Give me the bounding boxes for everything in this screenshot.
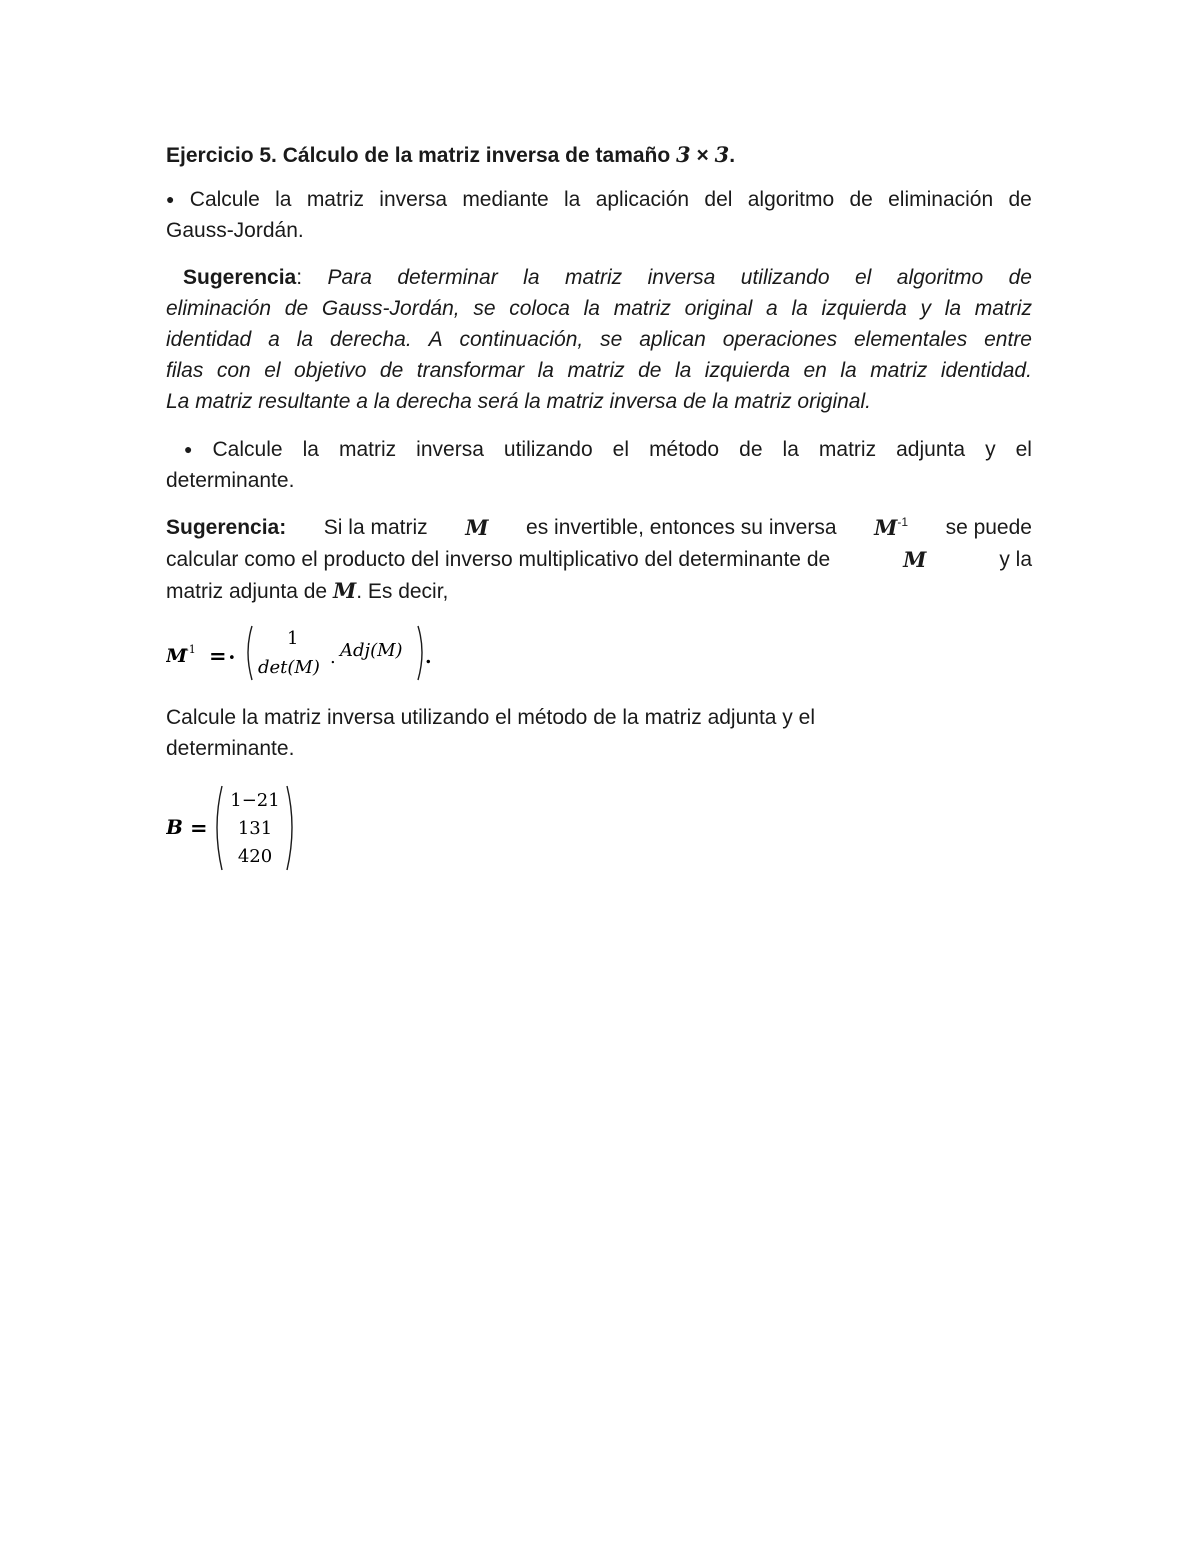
- hint1-line3-word: identidad: [166, 328, 252, 351]
- formula-equals: =: [209, 643, 227, 668]
- hint1-line3-word: la: [296, 328, 314, 351]
- hint1-line1-word: determinar: [397, 266, 498, 289]
- item2-line1-word: método: [649, 438, 720, 461]
- hint1-line2-word: Gauss-Jordán,: [321, 297, 460, 320]
- hint2-Minv-base: M: [874, 515, 898, 540]
- bullet-item-adjoint-method: [166, 434, 1032, 496]
- item1-line2: Gauss-Jordán.: [166, 219, 304, 242]
- paragraph-line2: determinante.: [166, 737, 295, 760]
- item1-line1-word: algoritmo: [747, 188, 835, 211]
- title-period: .: [729, 144, 736, 167]
- hint1-line5: La matriz resultante a la derecha será la matriz inversa de la matriz original.: [166, 390, 871, 413]
- hint-gauss-jordan: [166, 262, 1032, 417]
- bullet-icon: ●: [166, 191, 175, 207]
- hint1-colon: :: [296, 266, 303, 289]
- matrix-row-1: 1−21: [230, 790, 280, 811]
- hint2-M3: M: [332, 578, 357, 603]
- hint1-line3-word: a: [268, 328, 280, 351]
- hint1-line2-word: matriz: [974, 297, 1032, 320]
- hint1-line2-word: original: [684, 297, 753, 320]
- hint2-l1a: Si la matriz: [323, 516, 428, 539]
- bullet-icon: ●: [184, 441, 193, 457]
- hint1-line2-word: la: [944, 297, 962, 320]
- item1-line1-word: aplicación: [595, 188, 690, 211]
- item2-line1-word: matriz: [818, 438, 877, 461]
- item2-line1-word: de: [739, 438, 763, 461]
- hint1-line4-word: matriz: [567, 359, 625, 382]
- hint1-line1-word: matriz: [564, 266, 623, 289]
- paragraph-line1: Calcule la matriz inversa utilizando el método de la matriz adjunta y el: [166, 706, 815, 729]
- item1-line1: [166, 184, 1032, 215]
- matrix-right-paren: [287, 786, 292, 870]
- hint2-line2: [166, 544, 1032, 575]
- title-size-n2: 3: [714, 142, 730, 167]
- item1-line1-word: la: [275, 188, 292, 211]
- item1-line1-word: del: [704, 188, 733, 211]
- hint1-line4-word: de: [379, 359, 404, 382]
- hint1-line1-word: inversa: [647, 266, 716, 289]
- hint1-line4-word: con: [216, 359, 251, 382]
- item2-line1-word: adjunta: [896, 438, 966, 461]
- hint1-line4-word: la: [537, 359, 554, 382]
- item2-line1-word: el: [612, 438, 630, 461]
- item2-line1-word: y: [985, 438, 996, 461]
- title-times: ×: [690, 144, 715, 167]
- hint1-line4-word: izquierda: [704, 359, 791, 382]
- hint1-line1: [166, 262, 1032, 293]
- hint1-line1-word: utilizando: [740, 266, 830, 289]
- hint1-line2-word: coloca: [509, 297, 570, 320]
- hint2-M2: M: [903, 547, 927, 572]
- hint1-label-wrap: [166, 262, 302, 293]
- formula-end: .: [425, 646, 432, 668]
- hint1-line2-word: de: [284, 297, 309, 320]
- hint1-line4-word: identidad.: [940, 359, 1032, 382]
- item1-line1-word: de: [849, 188, 873, 211]
- instruction-paragraph: [166, 702, 1032, 764]
- hint2-l2b: y la: [999, 548, 1032, 571]
- hint1-line3-word: elementales: [854, 328, 968, 351]
- formula-left-paren: [248, 626, 252, 680]
- hint2-l3a: matriz adjunta de: [166, 580, 328, 603]
- item1-line1-word: Calcule: [189, 188, 260, 211]
- hint1-line3-wrap: [166, 324, 1032, 355]
- formula-right-paren: [418, 626, 422, 680]
- matrix-b: [166, 782, 366, 872]
- item2-line1-word: Calcule: [212, 438, 283, 461]
- hint1-line3-word: A: [428, 328, 443, 351]
- hint1-line2-word: se: [473, 297, 496, 320]
- formula-mult: .: [330, 647, 336, 668]
- hint1-line4-wrap: [166, 355, 1032, 386]
- hint1-line2-word: la: [791, 297, 808, 320]
- hint1-line3-word: se: [600, 328, 623, 351]
- item1-line1-word: de: [1008, 188, 1032, 211]
- hint1-line4-word: filas: [166, 359, 204, 382]
- item2-line1-word: la: [302, 438, 319, 461]
- item1-line1-word: inversa: [379, 188, 447, 211]
- hint1-line2-word: matriz: [613, 297, 671, 320]
- hint1-line3-word: entre: [984, 328, 1032, 351]
- hint-adjoint: [166, 512, 1032, 607]
- hint1-line3-word: derecha.: [329, 328, 412, 351]
- item2-line1-word: inversa: [416, 438, 484, 461]
- title-text: Ejercicio 5. Cálculo de la matriz inversa de tamaño: [166, 144, 677, 167]
- hint1-line2-wrap: [166, 293, 1032, 324]
- hint1-line4-word: la: [674, 359, 692, 382]
- hint1-line4-word: el: [264, 359, 281, 382]
- hint2-l2a: calcular como el producto del inverso multiplicativo del determinante de: [166, 548, 831, 571]
- hint2-Minv-sup: -1: [897, 515, 908, 529]
- hint1-line3-word: continuación,: [459, 328, 584, 351]
- hint1-line3-word: operaciones: [722, 328, 838, 351]
- formula-numerator: 1: [287, 628, 299, 649]
- item2-line1-word: utilizando: [503, 438, 593, 461]
- formula-lhs-sup: -1: [185, 643, 196, 656]
- hint2-l1c: se puede: [945, 516, 1032, 539]
- hint1-line3-word: aplican: [639, 328, 706, 351]
- hint1-line2-word: a: [766, 297, 778, 320]
- item2-line2: determinante.: [166, 469, 295, 492]
- hint1-line1-word: Para: [327, 266, 372, 289]
- bullet-item-gauss-jordan: [166, 184, 1032, 246]
- hint2-label: Sugerencia:: [166, 516, 287, 539]
- item1-line1-word: la: [564, 188, 581, 211]
- hint2-l1b: es invertible, entonces su inversa: [526, 516, 837, 539]
- hint1-line1-word: el: [854, 266, 872, 289]
- hint1-line4-word: la: [840, 359, 857, 382]
- hint2-M1: M: [465, 515, 489, 540]
- formula-lhs: M: [166, 645, 188, 667]
- hint1-line4-word: matriz: [870, 359, 928, 382]
- hint1-line2-word: eliminación: [166, 297, 272, 320]
- hint2-line3: [166, 575, 1032, 607]
- hint1-line4-word: transformar: [416, 359, 525, 382]
- hint1-line2-word: izquierda: [821, 297, 907, 320]
- hint1-line4-word: en: [803, 359, 827, 382]
- hint2-line1: [166, 512, 1032, 544]
- item2-line1-word: el: [1015, 438, 1032, 461]
- matrix-equals: =: [190, 815, 208, 840]
- item2-line1-word: matriz: [338, 438, 397, 461]
- item2-line1-word: la: [782, 438, 799, 461]
- item2-line1: [166, 434, 1032, 465]
- item1-line1-word: matriz: [306, 188, 364, 211]
- inverse-formula: [166, 622, 566, 682]
- exercise-title: [166, 139, 1032, 171]
- item1-line1-word: eliminación: [888, 188, 994, 211]
- hint2-l3b: . Es decir,: [356, 580, 449, 603]
- hint2-Minv: [874, 512, 908, 544]
- hint1-line1-word: algoritmo: [896, 266, 984, 289]
- hint1-line4-word: de: [638, 359, 662, 382]
- hint1-line1-word: de: [1008, 266, 1032, 289]
- matrix-name: B: [166, 815, 183, 839]
- hint1-line2-word: y: [920, 297, 931, 320]
- formula-adj: Adj(M): [340, 640, 403, 661]
- formula-denominator: det(M): [258, 657, 320, 678]
- hint1-line2-word: la: [583, 297, 600, 320]
- hint1-line1-word: la: [523, 266, 540, 289]
- item1-line1-word: mediante: [462, 188, 549, 211]
- hint1-label: Sugerencia: [183, 266, 297, 289]
- hint1-line4-word: objetivo: [294, 359, 367, 382]
- formula-dot: •: [228, 651, 236, 666]
- matrix-left-paren: [217, 786, 222, 870]
- matrix-row-3: 420: [237, 846, 273, 867]
- title-size-n1: 3: [676, 142, 691, 167]
- matrix-row-2: 131: [237, 818, 273, 839]
